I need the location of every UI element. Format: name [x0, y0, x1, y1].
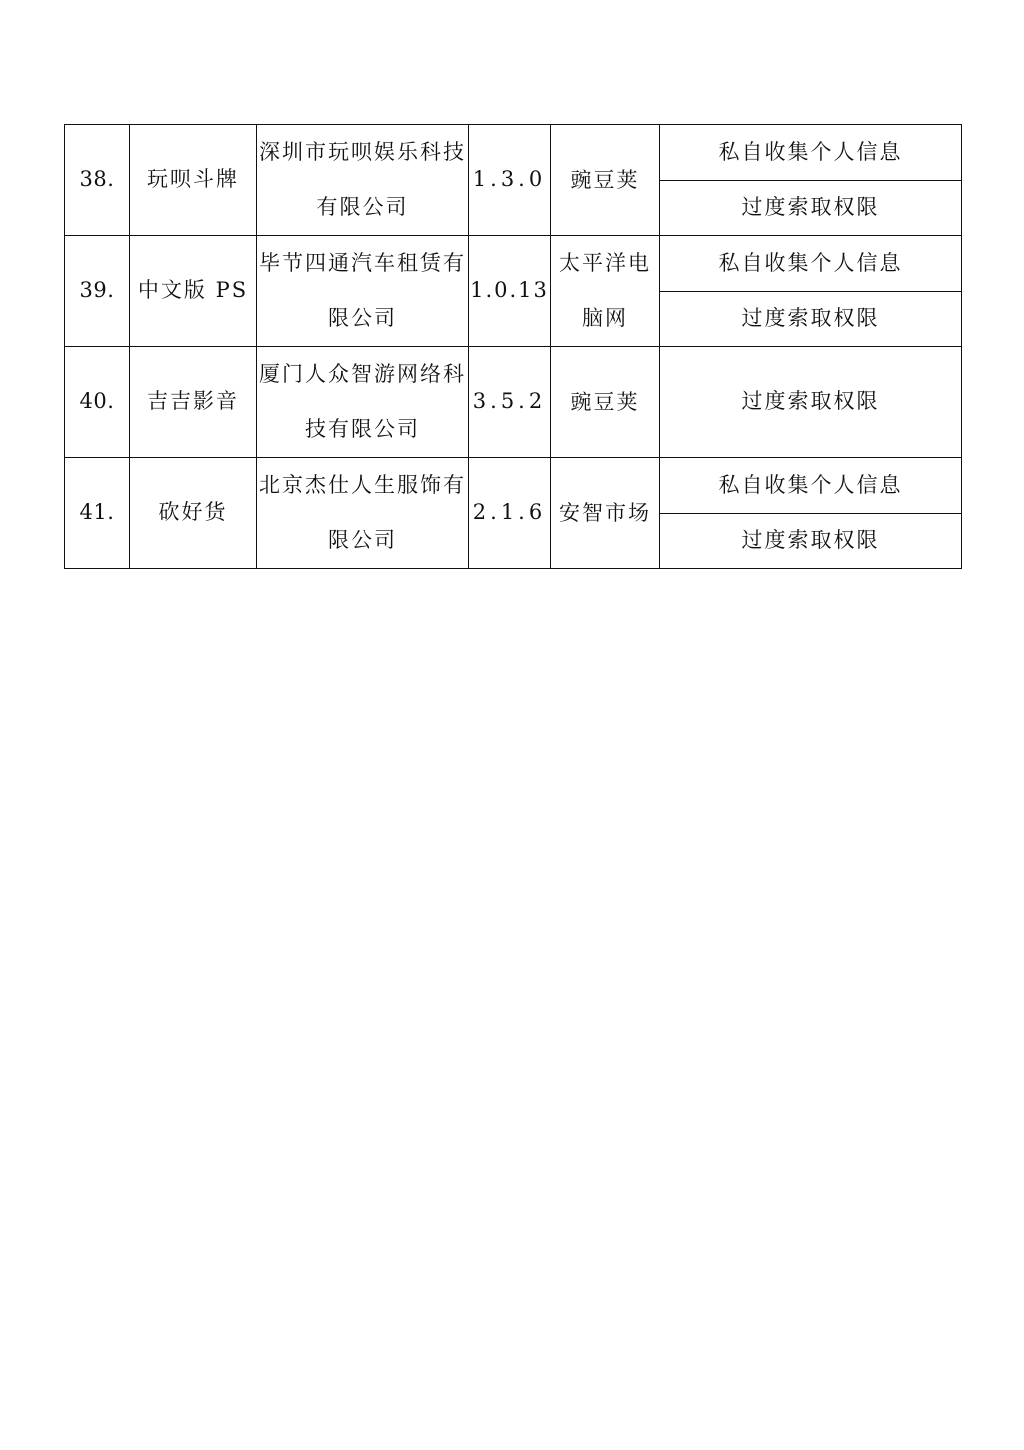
row-number: 41.: [65, 458, 130, 569]
app-version: 2.1.6: [469, 458, 551, 569]
issue-cell: 私自收集个人信息: [660, 125, 962, 181]
developer-company: 深圳市玩呗娱乐科技有限公司: [257, 125, 469, 236]
app-store: 安智市场: [551, 458, 660, 569]
developer-company: 毕节四通汽车租赁有限公司: [257, 236, 469, 347]
issue-cell: 私自收集个人信息: [660, 458, 962, 514]
app-store: 豌豆荚: [551, 347, 660, 458]
app-name: 吉吉影音: [130, 347, 257, 458]
row-number: 39.: [65, 236, 130, 347]
issue-cell: 过度索取权限: [660, 180, 962, 236]
table-row: [65, 125, 962, 181]
app-store: 太平洋电脑网: [551, 236, 660, 347]
app-version: 3.5.2: [469, 347, 551, 458]
app-store: 豌豆荚: [551, 125, 660, 236]
app-version: 1.0.13: [469, 236, 551, 347]
table-row: [65, 236, 962, 292]
app-name: 玩呗斗牌: [130, 125, 257, 236]
issue-cell: 过度索取权限: [660, 347, 962, 458]
app-name: 砍好货: [130, 458, 257, 569]
app-name: 中文版 PS: [130, 236, 257, 347]
developer-company: 厦门人众智游网络科技有限公司: [257, 347, 469, 458]
app-violation-table: [64, 124, 962, 569]
table-row: [65, 458, 962, 514]
app-version: 1.3.0: [469, 125, 551, 236]
developer-company: 北京杰仕人生服饰有限公司: [257, 458, 469, 569]
issue-cell: 私自收集个人信息: [660, 236, 962, 292]
issue-cell: 过度索取权限: [660, 513, 962, 569]
row-number: 38.: [65, 125, 130, 236]
table-row: [65, 347, 962, 458]
row-number: 40.: [65, 347, 130, 458]
issue-cell: 过度索取权限: [660, 291, 962, 347]
